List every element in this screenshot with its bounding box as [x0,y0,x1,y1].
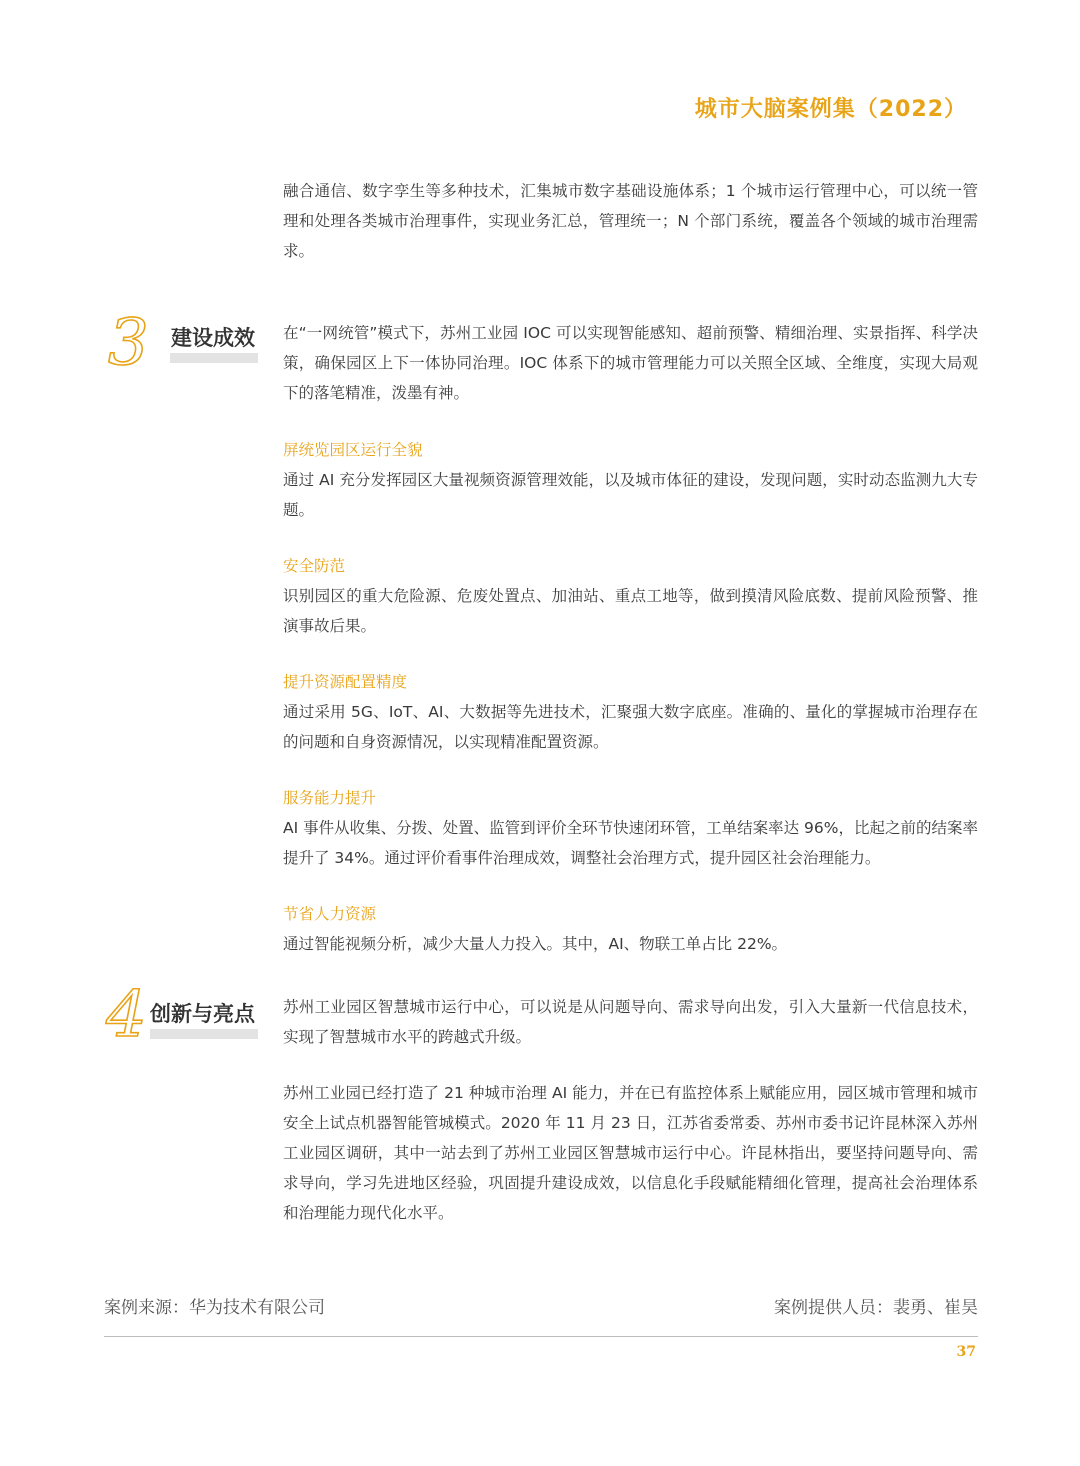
item-5-heading: 节省人力资源 [283,905,377,923]
item-2-text: 识别园区的重大危险源、危废处置点、加油站、重点工地等，做到摸清风险底数、提前风险预警、推演事故后果。 [283,587,978,635]
intro-paragraph: 融合通信、数字孪生等多种技术，汇集城市数字基础设施体系；1 个城市运行管理中心，可以统一管理和处理各类城市治理事件，实现业务汇总，管理统一；N 个部门系统，覆盖各个领域的城市治理需求。 [283,182,978,260]
case-source: 案例来源：华为技术有限公司 [104,1298,325,1318]
page-number: 37 [956,1344,976,1360]
item-1-text: 通过 AI 充分发挥园区大量视频资源管理效能，以及城市体征的建设，发现问题，实时动态监测九大专题。 [283,471,978,519]
footer-divider [104,1336,978,1337]
item-3-text: 通过采用 5G、IoT、AI、大数据等先进技术，汇聚强大数字底座。准确的、量化的掌握城市治理存在的问题和自身资源情况，以实现精准配置资源。 [283,703,978,751]
svg-text:3: 3 [108,308,149,378]
section-4-paragraph-1: 苏州工业园区智慧城市运行中心，可以说是从问题导向、需求导向出发，引入大量新一代信息技术，实现了智慧城市水平的跨越式升级。 [283,998,978,1046]
section-4-badge [104,978,264,1048]
section-3-paragraph: 在“一网统管”模式下，苏州工业园 IOC 可以实现智能感知、超前预警、精细治理、实景指挥、科学决策，确保园区上下一体协同治理。IOC 体系下的城市管理能力可以关照全区域、全维度，实现大局观下的落笔精准，泼墨有神。 [283,324,978,402]
item-4-heading: 服务能力提升 [283,789,377,807]
section-3-number-graphic [104,308,174,378]
item-1-heading: 屏统览园区运行全貌 [283,441,423,459]
section-4-underline [150,1029,258,1039]
item-2-heading: 安全防范 [283,557,346,575]
svg-text:4: 4 [106,978,147,1048]
running-header-title: 城市大脑案例集（2022） [694,97,967,122]
case-provider: 案例提供人员：裴勇、崔昊 [774,1298,978,1318]
section-3-underline [170,353,258,363]
item-3-heading: 提升资源配置精度 [283,673,408,691]
section-3-title: 建设成效 [171,326,255,350]
section-3-badge [104,308,264,378]
section-4-paragraph-2: 苏州工业园已经打造了 21 种城市治理 AI 能力，并在已有监控体系上赋能应用，园区城市管理和城市安全上试点机器智能管城模式。2020 年 11 月 23 日，江苏省委常委、苏州市委书记许昆林深入苏州工业园区调研，其中一站去到了苏州工业园区智慧城市运行中心。许昆林指出，要坚持问题导向、需求导向，学习先进地区经验，巩固提升建设成效，以信息化手段赋能精细化管理，提高社会治理体系和治理能力现代化水平。 [283,1084,978,1222]
section-4-title: 创新与亮点 [150,1002,255,1026]
item-5-text: 通过智能视频分析，减少大量人力投入。其中，AI、物联工单占比 22%。 [283,935,788,953]
item-4-text: AI 事件从收集、分拨、处置、监管到评价全环节快速闭环管，工单结案率达 96%，比起之前的结案率提升了 34%。通过评价看事件治理成效，调整社会治理方式，提升园区社会治理能力。 [283,819,978,867]
